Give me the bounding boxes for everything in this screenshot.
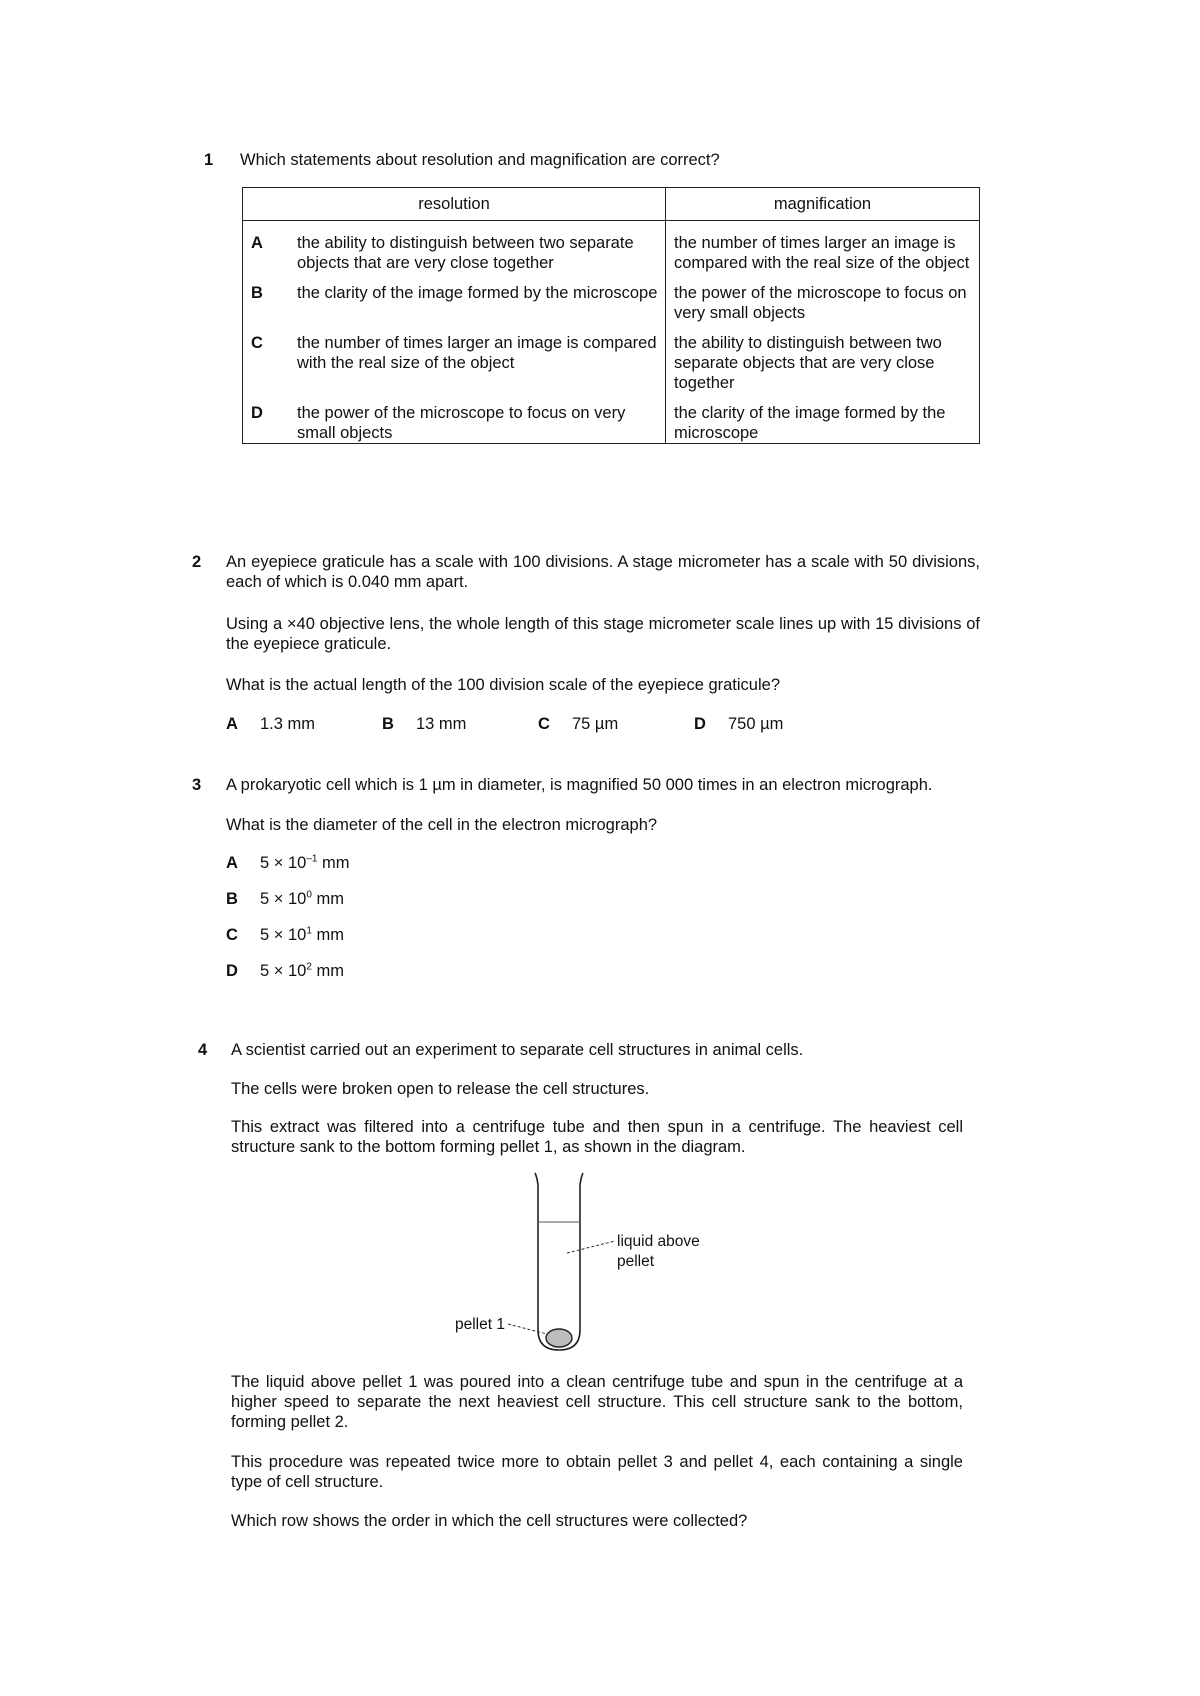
option-key: A: [226, 715, 238, 733]
row-key: B: [243, 283, 272, 333]
option-key: D: [694, 715, 706, 733]
option-d[interactable]: [226, 961, 344, 981]
question-3-text: What is the diameter of the cell in the electron micrograph?: [226, 816, 658, 834]
option-key: C: [226, 926, 238, 944]
question-2-number: 2: [192, 553, 202, 571]
option-value: 750 µm: [728, 715, 784, 733]
option-exponent: 2: [306, 961, 312, 973]
resolution-magnification-table: [242, 187, 980, 444]
question-3-number: 3: [192, 776, 202, 794]
table-row-b: [243, 283, 980, 333]
label-liquid-above: liquid above: [617, 1233, 700, 1250]
label-liquid-pellet: pellet: [617, 1253, 655, 1270]
question-1-text: Which statements about resolution and magnification are correct?: [240, 151, 720, 169]
row-magnification: the number of times larger an image is compared with the real size of the object: [666, 221, 980, 284]
option-key: D: [226, 962, 238, 980]
question-4-para-3: This extract was filtered into a centrifuge tube and then spun in a centrifuge. The heaviest cell structure sank to the bottom forming pellet 1, as shown in the diagram.: [231, 1118, 963, 1156]
option-unit: mm: [311, 962, 344, 980]
row-key: D: [243, 403, 272, 444]
option-value: 1.3 mm: [260, 715, 316, 733]
option-exponent: –1: [306, 853, 318, 865]
row-resolution: the power of the microscope to focus on very small objects: [271, 403, 666, 444]
question-3-para-1: A prokaryotic cell which is 1 µm in diameter, is magnified 50 000 times in an electron micrograph.: [226, 776, 933, 794]
option-key: A: [226, 854, 238, 872]
row-magnification: the ability to distinguish between two separate objects that are very close together: [666, 333, 980, 403]
pellet-1-shape: [546, 1329, 572, 1347]
option-exponent: 1: [306, 925, 312, 937]
tube-rim-left: [535, 1173, 538, 1185]
tube-body: [538, 1185, 580, 1350]
tube-rim-right: [580, 1173, 583, 1185]
row-resolution: the ability to distinguish between two separate objects that are very close together: [271, 221, 666, 284]
liquid-leader-line: [567, 1241, 615, 1253]
option-value: 75 µm: [572, 715, 619, 733]
option-key: C: [538, 715, 550, 733]
table-row-c: [243, 333, 980, 403]
table-header-magnification: magnification: [666, 188, 980, 221]
question-4-para-2: The cells were broken open to release the cell structures.: [231, 1080, 650, 1098]
question-2-para-2: Using a ×40 objective lens, the whole length of this stage micrometer scale lines up with 15 divisions of the eyepiece graticule.: [226, 615, 980, 653]
row-key: A: [243, 221, 272, 284]
option-b[interactable]: [226, 889, 344, 909]
question-2-text: What is the actual length of the 100 division scale of the eyepiece graticule?: [226, 676, 781, 694]
question-2-para-1: An eyepiece graticule has a scale with 100 divisions. A stage micrometer has a scale with 50 divisions, each of which is 0.040 mm apart.: [226, 553, 980, 591]
option-key: B: [382, 715, 394, 733]
option-unit: mm: [311, 926, 344, 944]
table-header-resolution: resolution: [243, 188, 666, 221]
question-4-text: Which row shows the order in which the cell structures were collected?: [231, 1512, 748, 1530]
row-resolution: the number of times larger an image is compared with the real size of the object: [271, 333, 666, 403]
pellet-leader-line: [508, 1324, 547, 1334]
label-pellet-1: pellet 1: [455, 1316, 505, 1333]
question-4-para-1: A scientist carried out an experiment to separate cell structures in animal cells.: [231, 1041, 804, 1059]
option-a[interactable]: [226, 714, 382, 734]
option-base: 5 × 10: [260, 926, 307, 944]
option-exponent: 0: [306, 889, 312, 901]
row-magnification: the power of the microscope to focus on very small objects: [666, 283, 980, 333]
row-resolution: the clarity of the image formed by the microscope: [271, 283, 666, 333]
option-c[interactable]: [226, 925, 344, 945]
question-4-para-5: This procedure was repeated twice more to obtain pellet 3 and pellet 4, each containing a single type of cell structure.: [231, 1453, 963, 1491]
option-base: 5 × 10: [260, 854, 307, 872]
option-d[interactable]: [694, 714, 850, 734]
row-key: C: [243, 333, 272, 403]
table-row-a: [243, 221, 980, 284]
option-c[interactable]: [538, 714, 694, 734]
option-a[interactable]: [226, 853, 350, 873]
option-base: 5 × 10: [260, 890, 307, 908]
option-base: 5 × 10: [260, 962, 307, 980]
option-b[interactable]: [382, 714, 538, 734]
option-unit: mm: [311, 890, 344, 908]
option-value: 13 mm: [416, 715, 467, 733]
question-4-para-4: The liquid above pellet 1 was poured into a clean centrifuge tube and spun in the centrifuge at a higher speed to separate the next heaviest cell structure. This cell structure sank to the bottom, forming pellet 2.: [231, 1373, 963, 1431]
option-unit: mm: [317, 854, 350, 872]
row-magnification: the clarity of the image formed by the microscope: [666, 403, 980, 444]
option-key: B: [226, 890, 238, 908]
table-row-d: [243, 403, 980, 444]
question-2-options: [226, 714, 850, 734]
question-4-number: 4: [198, 1041, 208, 1059]
question-1-number: 1: [204, 151, 214, 169]
